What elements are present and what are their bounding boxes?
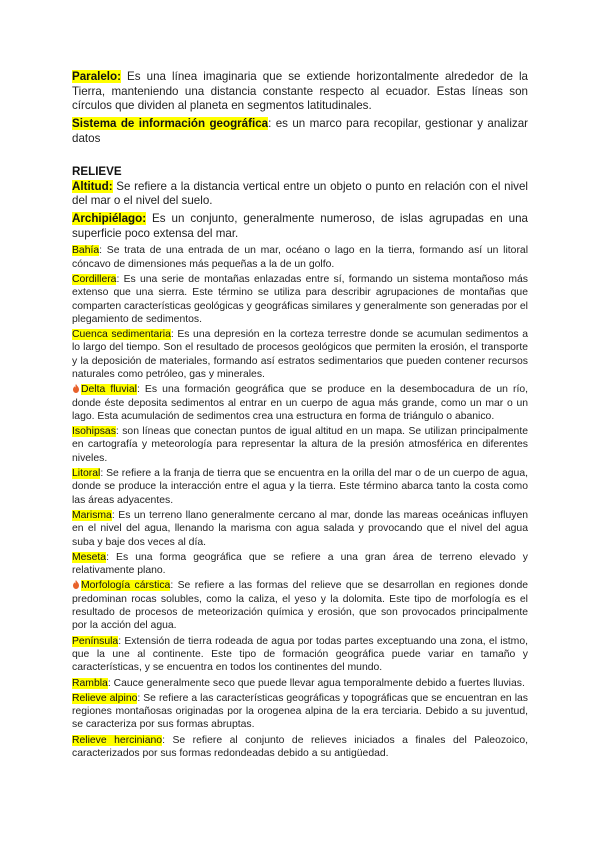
term-label: Altitud: — [72, 179, 113, 193]
term-definition: : Cauce generalmente seco que puede llevar agua temporalmente debido a fuertes lluvias. — [107, 677, 525, 689]
term-label: Marisma — [72, 509, 112, 521]
definition-entry — [72, 509, 528, 549]
definition-entry — [72, 692, 528, 732]
definition-entry — [72, 425, 528, 465]
term-label: Península — [72, 635, 119, 647]
document-page — [72, 70, 528, 762]
definition-entry — [72, 635, 528, 675]
term-label: Rambla — [72, 677, 108, 689]
term-definition: : Se refiere a las formas del relieve que se desarrollan en regiones donde predominan rocas solubles, como la caliza, el yeso y la dolomita. Este tipo de morfología es el resultado de procesos de meteorización química y erosión, que son provocados principalmente por la acción del agua. — [72, 580, 528, 632]
term-definition: : es un marco para recopilar, gestionar y analizar datos — [72, 117, 529, 145]
term-label: Relieve herciniano — [72, 734, 163, 746]
term-definition: Es un conjunto, generalmente numeroso, de islas agrupadas en una superficie poco extensa del mar. — [72, 211, 528, 240]
term-definition: : Se trata de una entrada de un mar, océano o lago en la tierra, formando así un litoral cóncavo de dimensiones más pequeñas a la de un golfo. — [72, 245, 528, 270]
definition-entry — [72, 467, 528, 507]
term-label: Meseta — [72, 551, 107, 563]
term-label: Litoral — [72, 468, 101, 480]
definition-entry — [72, 212, 528, 241]
term-definition: : Se refiere al conjunto de relieves iniciados a finales del Paleozoico, caracterizados por sus formas redondeadas debido a su antigüedad. — [72, 734, 529, 760]
definition-entry — [72, 180, 528, 209]
term-label: Bahía — [72, 245, 100, 257]
term-definition: Es una línea imaginaria que se extiende horizontalmente alrededor de la Tierra, manteniendo una distancia constante respecto al ecuador. Estas líneas son círculos que dividen al planeta en segmentos latitudinales. — [72, 70, 528, 113]
term-definition: : Extensión de tierra rodeada de agua por todas partes exceptuando una zona, el istmo, que la une al continente. Este tipo de formación geográfica puede variar en tamaño y características, y se encuentra en todos los continentes del mundo. — [72, 635, 528, 674]
term-definition: : Es una depresión en la corteza terrestre donde se acumulan sedimentos a lo largo del tiempo. Son el resultado de procesos geológicos que permiten la erosión, el transporte y la deposición de materiales, formando así estratos sedimentarios que pueden contener recursos naturales como petróleo, gas y minerales. — [72, 329, 528, 380]
term-label: Cuenca sedimentaria — [72, 329, 171, 341]
term-definition: : Se refiere a la franja de tierra que se encuentra en la orilla del mar o de un cuerpo de agua, donde se produce la interacción entre el agua y la tierra. Este término abarca tanto la costa como las áreas adyacentes. — [72, 468, 528, 506]
term-definition: : Es una forma geográfica que se refiere a una gran área de terreno elevado y relativamente plano. — [72, 551, 528, 577]
term-definition: : Se refiere a las características geográficas y topográficas que se encuentran en las regiones montañosas originadas por la orogenea alpina de la era terciaria. Debido a su juventud, se caracteriza por sus formas abruptas. — [72, 692, 528, 731]
definition-entry — [72, 677, 528, 690]
definition-entry — [72, 117, 528, 146]
top-entries — [72, 70, 528, 147]
definition-entry — [72, 383, 528, 423]
term-definition: : son líneas que conectan puntos de igual altitud en un mapa. Se utilizan principalmente en cartografía y meteorología para representar la altura de la presión atmosférica en diferentes niveles. — [72, 426, 528, 464]
term-label: Delta fluvial — [81, 384, 137, 396]
term-definition: : Es una formación geográfica que se produce en la desembocadura de un río, donde éste deposita sedimentos al entrar en un cuerpo de agua más grande, como un mar o un lago. Esta acumulación de sedimentos crea una estructura en forma de triángulo o abanico. — [72, 384, 528, 422]
definition-entry — [72, 244, 528, 271]
flame-icon — [72, 384, 80, 393]
term-definition: : Es una serie de montañas enlazadas entre sí, formando un sistema montañoso más extenso que una sierra. Este término se utiliza para describir agrupaciones de montañas que comparten características geológicas y geográficas similares y generalmente son generadas por el plegamiento de sedimentos. — [72, 273, 528, 325]
definition-entry — [72, 70, 528, 114]
definition-entry — [72, 734, 528, 761]
term-label: Isohipsas — [72, 426, 116, 438]
term-label: Cordillera — [72, 273, 117, 285]
term-label: Sistema de información geográfica — [72, 117, 269, 131]
definition-entry — [72, 579, 528, 632]
section-title-relieve: RELIEVE — [72, 164, 122, 178]
term-definition: : Es un terreno llano generalmente cercano al mar, donde las mareas oceánicas influyen en el nivel del agua, llenando la marisma con agua salada y provocando que el nivel del agua suba y baje dos veces al día. — [72, 509, 528, 548]
relieve-main-entries — [72, 180, 528, 242]
term-label: Archipiélago: — [72, 211, 147, 225]
definition-entry — [72, 551, 528, 578]
term-label: Relieve alpino — [72, 692, 138, 704]
relieve-entries — [72, 244, 528, 760]
flame-icon — [72, 580, 80, 589]
term-label: Paralelo: — [72, 70, 121, 83]
term-definition: Se refiere a la distancia vertical entre un objeto o punto en relación con el nivel del mar o el nivel del suelo. — [72, 179, 528, 208]
definition-entry — [72, 328, 528, 381]
term-label: Morfología cárstica — [81, 580, 171, 592]
definition-entry — [72, 273, 528, 326]
